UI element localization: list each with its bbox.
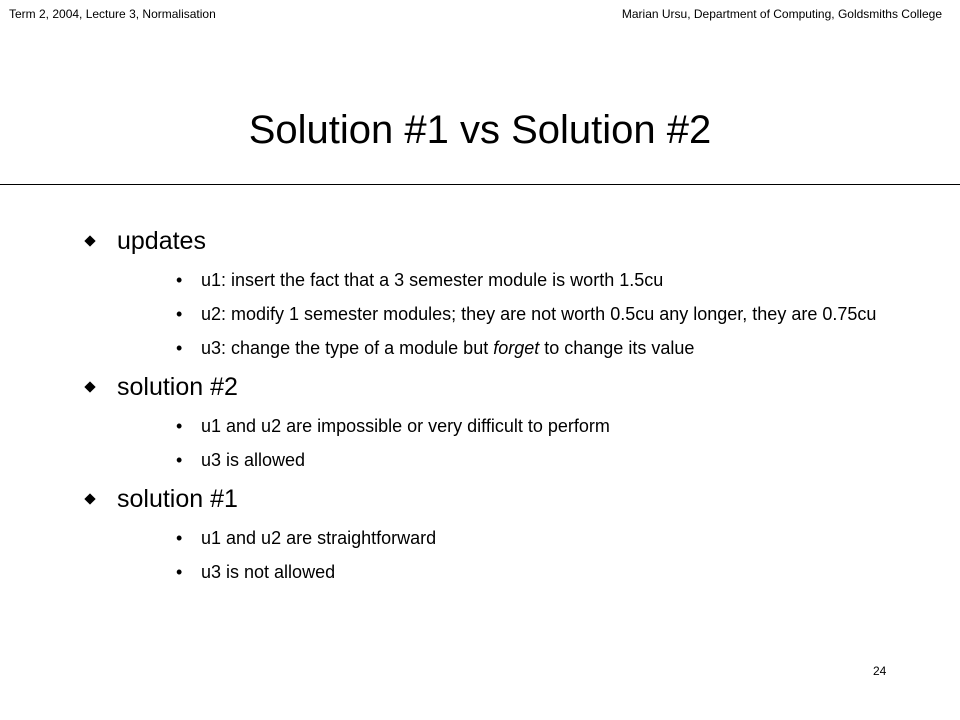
sub-bullet-item xyxy=(0,560,960,584)
sub-bullet-item xyxy=(0,414,960,438)
sub-bullet-item xyxy=(0,336,960,360)
section-heading-text: solution #2 xyxy=(117,373,238,401)
bullet-dot-icon: • xyxy=(176,270,183,290)
sub-bullet-text: u2: modify 1 semester modules; they are not worth 0.5cu any longer, they are 0.75cu xyxy=(201,304,877,324)
slide-title: Solution #1 vs Solution #2 xyxy=(248,108,712,152)
emphasized-word: forget xyxy=(493,338,540,358)
sub-bullet-text: u3 is not allowed xyxy=(201,562,336,582)
header-left-text: Term 2, 2004, Lecture 3, Normalisation xyxy=(9,7,216,21)
diamond-bullet-icon xyxy=(84,493,95,504)
bullet-dot-icon: • xyxy=(176,416,183,436)
bullet-dot-icon: • xyxy=(176,450,183,470)
diamond-bullet-icon xyxy=(84,381,95,392)
sub-bullet-text: u3 is allowed xyxy=(201,450,306,470)
section-heading xyxy=(0,222,960,260)
slide-header xyxy=(9,7,942,21)
sub-bullet-item xyxy=(0,302,960,326)
bullet-dot-icon: • xyxy=(176,304,183,324)
header-right-text: Marian Ursu, Department of Computing, Goldsmiths College xyxy=(621,7,942,21)
sub-bullet-text-before: u3: change the type of a module but xyxy=(201,338,494,358)
section-heading xyxy=(0,368,960,406)
section-heading-text: solution #1 xyxy=(117,485,238,513)
sub-bullet-text: u1 and u2 are impossible or very difficult to perform xyxy=(201,416,610,436)
section-heading-text: updates xyxy=(117,227,206,255)
sub-bullet-text: u1 and u2 are straightforward xyxy=(201,528,437,548)
slide-content xyxy=(0,222,960,584)
section-heading xyxy=(0,480,960,518)
bullet-dot-icon: • xyxy=(176,338,183,358)
bullet-dot-icon: • xyxy=(176,528,183,548)
diamond-bullet-icon xyxy=(84,235,95,246)
bullet-dot-icon: • xyxy=(176,562,183,582)
sub-bullet-item xyxy=(0,526,960,550)
section-updates xyxy=(0,222,960,360)
section-solution-2 xyxy=(0,368,960,472)
sub-bullet-item xyxy=(0,268,960,292)
sub-bullet-item xyxy=(0,448,960,472)
sub-bullet-text-after: to change its value xyxy=(539,338,695,358)
page-number: 24 xyxy=(873,664,887,678)
section-solution-1 xyxy=(0,480,960,584)
title-divider xyxy=(0,184,960,185)
sub-bullet-text: u1: insert the fact that a 3 semester module is worth 1.5cu xyxy=(201,270,664,290)
